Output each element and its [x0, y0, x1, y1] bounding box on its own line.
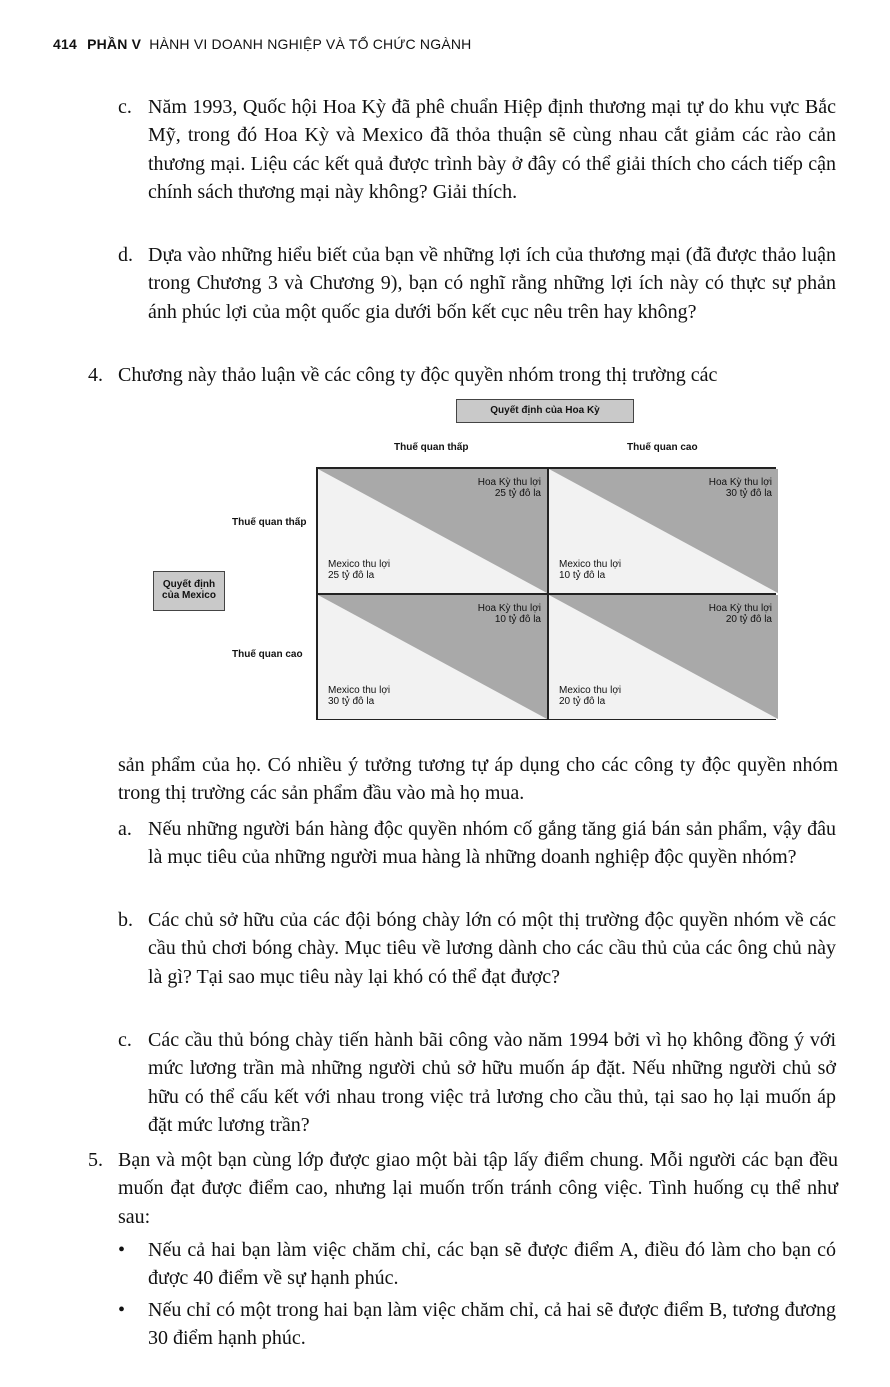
- mexico-payoff: [328, 559, 390, 581]
- mexico-payoff-value: 25 tỷ đô la: [328, 570, 375, 581]
- payoff-grid: [316, 467, 776, 720]
- item-label: b.: [118, 909, 133, 931]
- question-text: Chương này thảo luận về các công ty độc quyền nhóm trong thị trường các: [118, 364, 718, 386]
- us-payoff-label: Hoa Kỳ thu lợi: [708, 603, 772, 614]
- question-text: Nếu những người bán hàng độc quyền nhóm cố gắng tăng giá bán sản phẩm, vậy đâu là mục tiêu của những người mua hàng là những doanh nghiệp độc quyền nhóm?: [148, 818, 836, 869]
- grid-divider-horizontal: [318, 593, 774, 595]
- mexico-decision-line1: Quyết định: [162, 579, 216, 590]
- question-4b: [118, 906, 836, 991]
- question-5-bullet-1: [118, 1236, 836, 1293]
- question-4-continuation: sản phẩm của họ. Có nhiều ý tưởng tương tự áp dụng cho các công ty độc quyền nhóm trong thị trường các sản phẩm đầu vào mà họ mua.: [118, 754, 838, 805]
- us-payoff: [709, 603, 772, 625]
- bullet-icon: •: [118, 1239, 126, 1261]
- question-text: Năm 1993, Quốc hội Hoa Kỳ đã phê chuẩn Hiệp định thương mại tự do khu vực Bắc Mỹ, trong đó Hoa Kỳ và Mexico đã thỏa thuận sẽ cùng nhau cắt giảm các rào cản thương mại. Liệu các kết quả được trình bày ở đây có thể giải thích cho cách tiếp cận chính sách thương mại này không? Giải thích.: [148, 96, 836, 203]
- question-5-bullet-2: [118, 1296, 836, 1353]
- mexico-payoff: [328, 685, 390, 707]
- col-header-low-tariff: Thuế quan thấp: [394, 442, 469, 453]
- mexico-payoff-label: Mexico thu lợi: [328, 559, 391, 570]
- item-label: 4.: [88, 364, 103, 386]
- part-label: PHẦN V: [87, 36, 142, 52]
- us-decision-box: Quyết định của Hoa Kỳ: [456, 399, 634, 423]
- mexico-payoff-label: Mexico thu lợi: [559, 685, 622, 696]
- us-payoff: [709, 477, 772, 499]
- question-text: Bạn và một bạn cùng lớp được giao một bài tập lấy điểm chung. Mỗi người các bạn đều muốn đạt được điểm cao, nhưng lại muốn trốn tránh công việc. Tình huống cụ thể như sau:: [118, 1149, 838, 1228]
- question-text: Các cầu thủ bóng chày tiến hành bãi công vào năm 1994 bởi vì họ không đồng ý với mức lương trần mà những người chủ sở hữu muốn áp đặt. Nếu những người chủ sở hữu có thể cấu kết với nhau trong việc trả lương cho cầu thủ, tại sao họ lại muốn áp đặt mức lương trần?: [148, 1029, 836, 1136]
- us-payoff-value: 30 tỷ đô la: [725, 488, 772, 499]
- mexico-payoff: [559, 559, 621, 581]
- mexico-payoff: [559, 685, 621, 707]
- us-payoff: [478, 603, 541, 625]
- question-5: [88, 1146, 838, 1231]
- payoff-cell-high-low: [318, 595, 547, 719]
- question-text: Các chủ sở hữu của các đội bóng chày lớn có một thị trường độc quyền nhóm về các cầu thủ chơi bóng chày. Mục tiêu về lương dành cho các cầu thủ của các ông chủ này là gì? Tại sao mục tiêu này lại khó có thể đạt được?: [148, 909, 836, 988]
- bullet-icon: •: [118, 1299, 126, 1321]
- mexico-payoff-value: 30 tỷ đô la: [328, 696, 375, 707]
- payoff-cell-high-high: [549, 595, 778, 719]
- row-header-high-tariff: Thuế quan cao: [232, 649, 303, 660]
- us-payoff-label: Hoa Kỳ thu lợi: [477, 477, 541, 488]
- payoff-cell-low-high: [549, 469, 778, 593]
- mexico-payoff-label: Mexico thu lợi: [559, 559, 622, 570]
- us-payoff-value: 25 tỷ đô la: [494, 488, 541, 499]
- question-4a: [118, 815, 836, 872]
- bullet-text: Nếu chỉ có một trong hai bạn làm việc chăm chỉ, cả hai sẽ được điểm B, tương đương 30 điểm hạnh phúc.: [148, 1299, 836, 1350]
- us-payoff-value: 20 tỷ đô la: [725, 614, 772, 625]
- item-label: a.: [118, 818, 132, 840]
- payoff-cell-low-low: [318, 469, 547, 593]
- item-label: d.: [118, 244, 133, 266]
- part-title: HÀNH VI DOANH NGHIỆP VÀ TỔ CHỨC NGÀNH: [149, 36, 472, 52]
- running-header: [53, 36, 471, 52]
- question-4c: [118, 1026, 836, 1139]
- col-header-high-tariff: Thuế quan cao: [627, 442, 698, 453]
- mexico-payoff-value: 10 tỷ đô la: [559, 570, 606, 581]
- us-payoff: [478, 477, 541, 499]
- us-payoff-value: 10 tỷ đô la: [494, 614, 541, 625]
- item-label: 5.: [88, 1149, 103, 1171]
- us-payoff-label: Hoa Kỳ thu lợi: [477, 603, 541, 614]
- us-payoff-label: Hoa Kỳ thu lợi: [708, 477, 772, 488]
- page-number: 414: [53, 36, 77, 52]
- item-label: c.: [118, 96, 132, 118]
- bullet-text: Nếu cả hai bạn làm việc chăm chỉ, các bạn sẽ được điểm A, điều đó làm cho bạn có được 40 điểm về sự hạnh phúc.: [148, 1239, 836, 1290]
- item-label: c.: [118, 1029, 132, 1051]
- question-4-intro: [88, 361, 838, 389]
- row-header-low-tariff: Thuế quan thấp: [232, 517, 307, 528]
- question-text: Dựa vào những hiểu biết của bạn về những lợi ích của thương mại (đã được thảo luận trong Chương 3 và Chương 9), bạn có nghĩ rằng những lợi ích này có thực sự phản ánh phúc lợi của một quốc gia dưới bốn kết cục nêu trên hay không?: [148, 244, 836, 323]
- mexico-payoff-value: 20 tỷ đô la: [559, 696, 606, 707]
- question-3d: [118, 241, 836, 326]
- mexico-decision-box: [153, 571, 225, 611]
- question-3c: [118, 93, 836, 206]
- mexico-decision-line2: của Mexico: [162, 590, 216, 601]
- mexico-payoff-label: Mexico thu lợi: [328, 685, 391, 696]
